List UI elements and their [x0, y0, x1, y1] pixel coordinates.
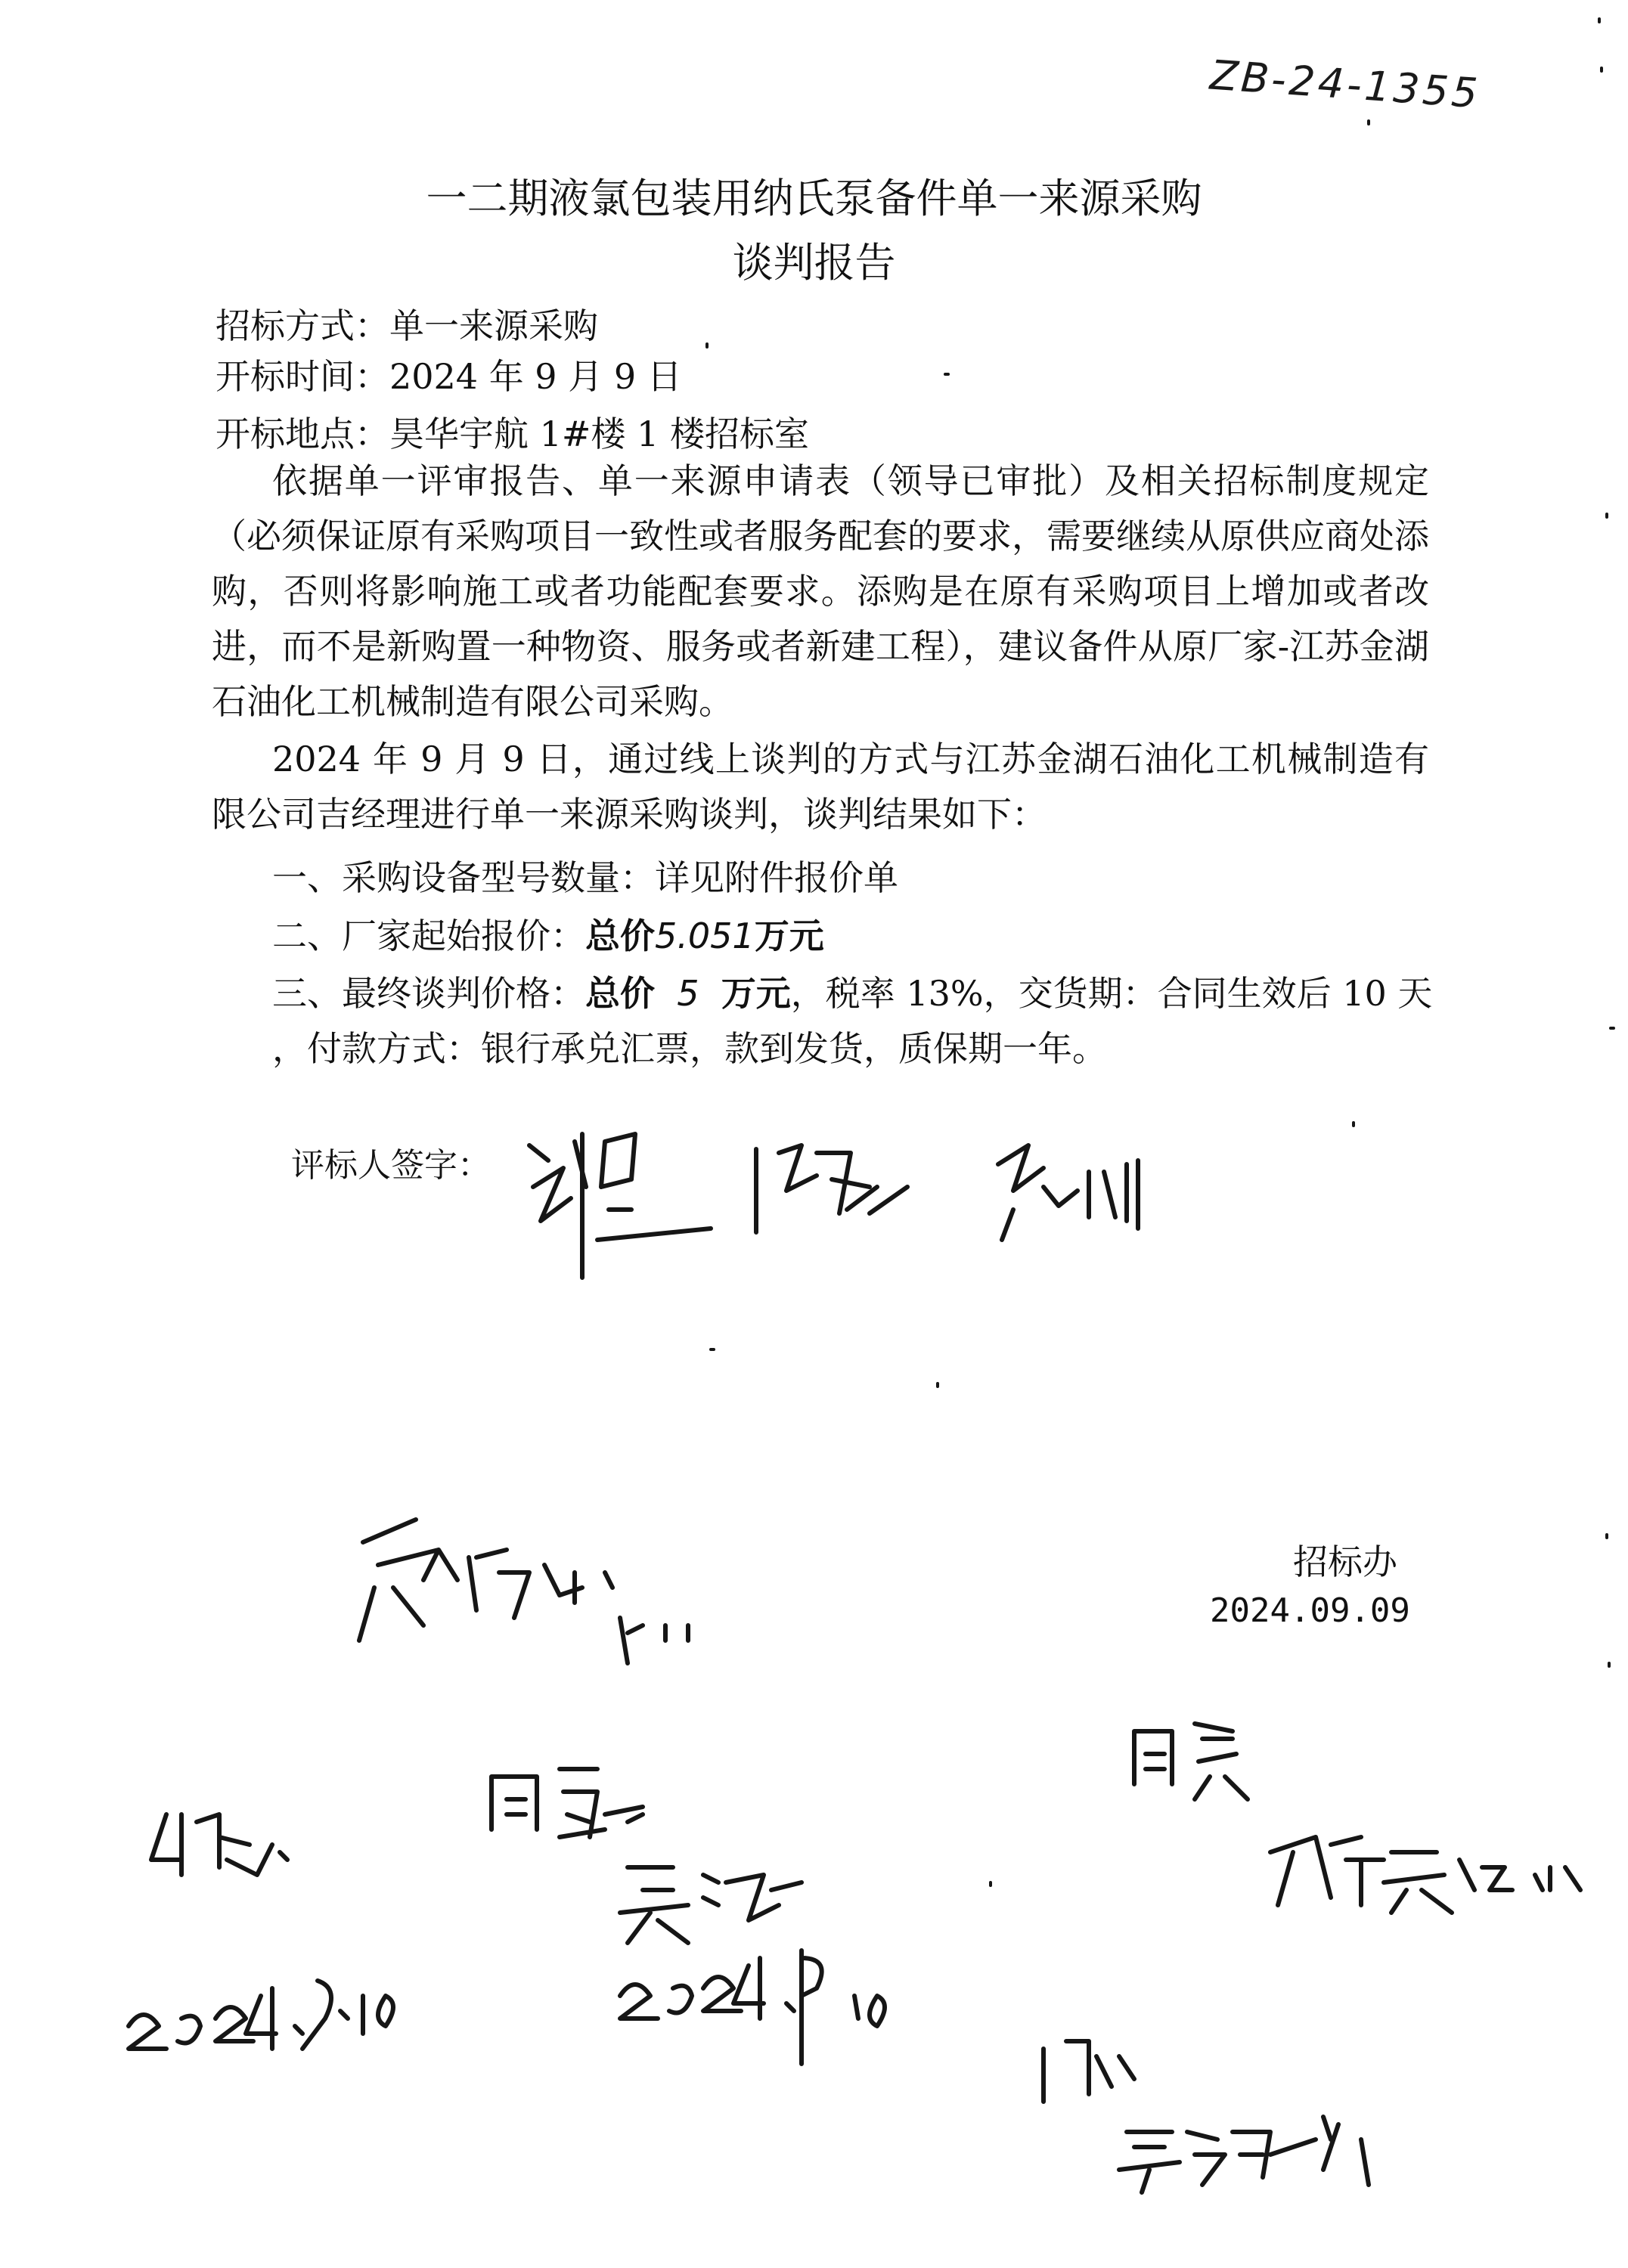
approval-signature-right — [1134, 1724, 1580, 1913]
basis-paragraph: 依据单一评审报告、单一来源申请表（领导已审批）及相关招标制度规定（必须保证原有采购项目一致性或者服务配套的要求，需要继续从原供应商处添购，否则将影响施工或者功能配套要求。添购是在原有采购项目上增加或者改进，而不是新购置一种物资、服务或者新建工程），建议备件从原厂家-江苏金湖石油化工机械制造有限公司采购。 — [212, 460, 1429, 722]
result-item-2-unit: 万元 — [754, 916, 824, 956]
approval-signature-bottom-left — [129, 1814, 393, 2049]
result-item-3-bold: 总价 — [585, 973, 655, 1014]
result-item-3-rest: ，税率 13%，交货期：合同生效后 10 天 ，付款方式：银行承兑汇票，款到发货，质保期一年。 — [272, 973, 1433, 1069]
result-item-2-bold: 总价 — [585, 916, 655, 956]
result-item-2-label: 二、厂家起始报价： — [272, 916, 585, 956]
reference-number: ZB-24-1355 — [1208, 51, 1482, 118]
initial-price-handwritten: 5.051 — [655, 916, 755, 956]
meta-method-value: 单一来源采购 — [389, 305, 598, 346]
result-item-3-unit: 万元 — [721, 973, 791, 1014]
approval-signature-bottom-middle — [492, 1769, 885, 2064]
approval-signature-left-top — [359, 1520, 688, 1663]
meta-time-label: 开标时间： — [216, 356, 389, 397]
result-item-1: 一、采购设备型号数量：详见附件报价单 — [272, 857, 898, 898]
evaluator-signature-3 — [998, 1145, 1138, 1240]
bidding-office: 招标办 — [1293, 1541, 1397, 1582]
result-item-3-label: 三、最终谈判价格： — [272, 973, 585, 1014]
evaluator-signature-1 — [529, 1134, 711, 1278]
report-title-line1: 一二期液氯包装用纳氏泵备件单一来源采购 — [426, 175, 1202, 222]
evaluator-signature-2 — [756, 1145, 907, 1232]
meta-method-label: 招标方式： — [216, 305, 389, 346]
report-title-line2: 谈判报告 — [732, 239, 896, 287]
final-price-handwritten: 5 — [677, 973, 699, 1014]
negotiation-paragraph: 2024 年 9 月 9 日，通过线上谈判的方式与江苏金湖石油化工机械制造有限公司吉经理进行单一来源采购谈判，谈判结果如下： — [212, 739, 1429, 835]
office-date: 2024.09.09 — [1210, 1591, 1410, 1630]
approval-signature-bottom-right — [1043, 2041, 1369, 2192]
meta-time-value: 2024 年 9 月 9 日 — [389, 356, 682, 397]
evaluator-signature-label: 评标人签字： — [291, 1146, 491, 1185]
meta-place-label: 开标地点： — [216, 414, 389, 454]
meta-place-value: 昊华宇航 1#楼 1 楼招标室 — [389, 414, 809, 454]
